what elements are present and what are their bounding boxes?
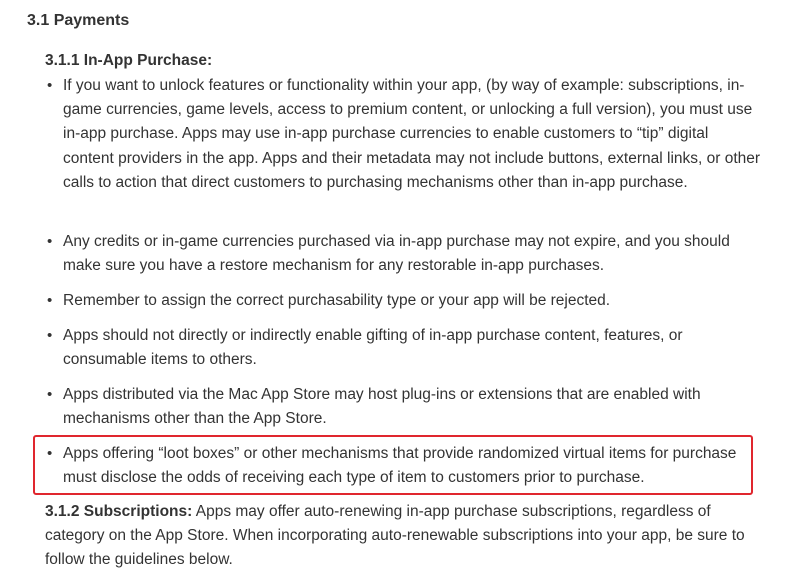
list-item-highlighted <box>45 442 765 490</box>
bullet-icon: • <box>47 233 53 250</box>
list-item-text: Apps distributed via the Mac App Store may host plug-ins or extensions that are enabled with mechanisms other than the App Store. <box>63 386 701 428</box>
bullet-icon: • <box>47 327 53 344</box>
list-item <box>45 230 765 278</box>
list-item <box>45 74 765 195</box>
section-title: 3.1 Payments <box>27 12 130 29</box>
subsection-title-subscriptions: 3.1.2 Subscriptions: <box>45 503 193 520</box>
bullet-icon: • <box>47 292 53 309</box>
list-item-text: Remember to assign the correct purchasability type or your app will be rejected. <box>63 292 611 309</box>
bullet-icon: • <box>47 386 53 403</box>
bullet-icon: • <box>47 77 53 94</box>
list-item-text: Apps should not directly or indirectly enable gifting of in-app purchase content, features, or consumable items to others. <box>63 327 683 369</box>
list-item-text: Apps offering “loot boxes” or other mechanisms that provide randomized virtual items for purchase must disclose the odds of receiving each type of item to customers prior to purchase. <box>63 445 737 487</box>
bullet-icon: • <box>47 445 53 462</box>
subsection-title-in-app-purchase: 3.1.1 In-App Purchase: <box>45 52 213 69</box>
list-item <box>45 324 765 372</box>
list-item <box>45 383 765 431</box>
subscriptions-paragraph <box>45 500 765 573</box>
list-item-text: If you want to unlock features or functionality within your app, (by way of example: subscriptions, in-game currencies, game levels, access to premium content, or unlocking a full version), you must use in-app purchase. Apps may use in-app purchase currencies to enable customers to “tip” digital content providers in the app. Apps and their metadata may not include buttons, external links, or other calls to action that direct customers to purchasing mechanisms other than in-app purchase. <box>63 77 761 191</box>
subscriptions-text: Apps may offer auto-renewing in-app purchase subscriptions, regardless of category on the App Store. When incorporating auto-renewable subscriptions into your app, be sure to follow the guidelines below. <box>45 503 745 569</box>
list-item-text: Any credits or in-game currencies purchased via in-app purchase may not expire, and you should make sure you have a restore mechanism for any restorable in-app purchases. <box>63 233 730 275</box>
list-item <box>45 289 765 313</box>
